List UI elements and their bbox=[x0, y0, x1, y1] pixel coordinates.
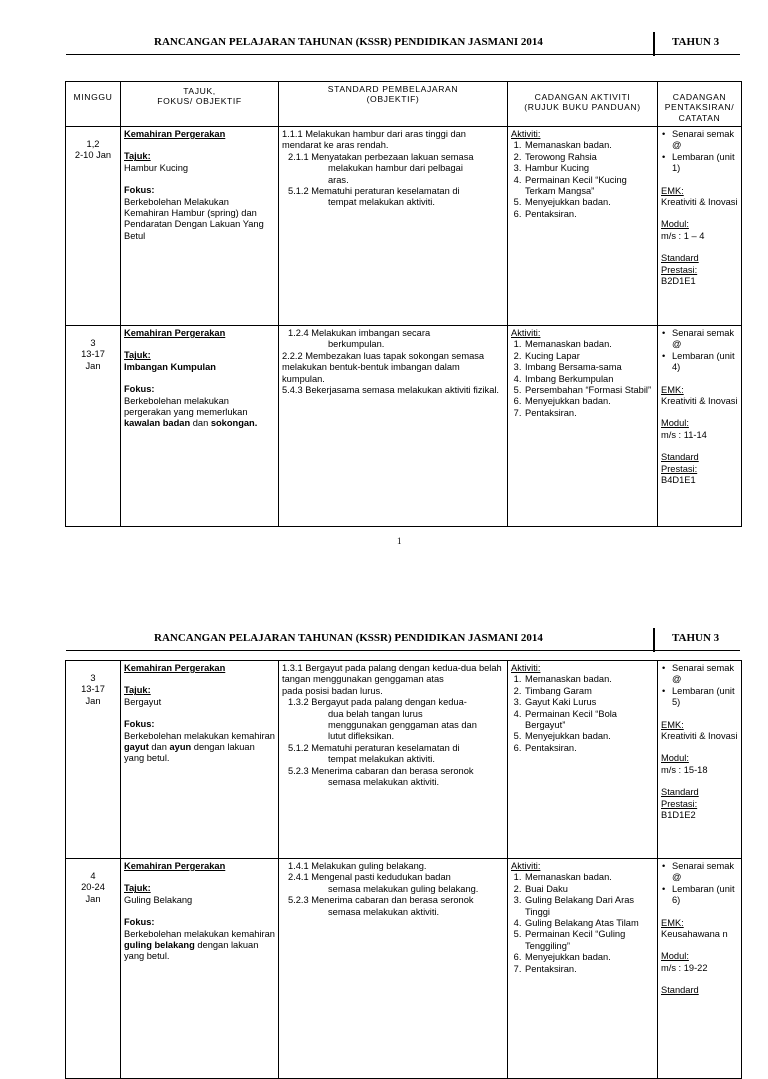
tajuk-value: Hambur Kucing bbox=[124, 162, 189, 173]
fokus-value bbox=[124, 929, 275, 963]
fokus-emphasis: ayun bbox=[169, 742, 192, 753]
week-month: Jan bbox=[85, 360, 101, 371]
list-item: 2. Terowong Rahsia bbox=[524, 152, 654, 163]
modul-value: m/s : 19-22 bbox=[661, 962, 708, 973]
fokus-value: Berkebolehan Melakukan Kemahiran Hambur (spring) dan Pendaratan Dengan Lakuan Yang Betul bbox=[124, 196, 264, 241]
skill-heading: Kemahiran Pergerakan bbox=[124, 861, 226, 871]
std-line: menggunakan genggaman atas dan bbox=[328, 720, 477, 731]
std-line: aras. bbox=[328, 174, 349, 185]
tajuk-cell bbox=[121, 326, 279, 527]
col-standard-line1: STANDARD PEMBELAJARAN bbox=[327, 84, 459, 94]
standard-prestasi-label: Prestasi: bbox=[661, 798, 698, 809]
col-standard-line2: (OBJEKTIF) bbox=[366, 94, 420, 105]
week-month: Jan bbox=[85, 893, 101, 904]
col-catatan bbox=[658, 82, 742, 127]
tajuk-label: Tajuk: bbox=[124, 883, 151, 894]
table-row bbox=[66, 859, 742, 1079]
emk-value: Kreativiti & Inovasi bbox=[661, 731, 738, 742]
week-cell bbox=[66, 127, 121, 326]
std-line: 2.1.1 Menyatakan perbezaan lakuan semasa bbox=[288, 151, 474, 162]
std-line: 2.4.1 Mengenal pasti kedudukan badan bbox=[288, 872, 451, 883]
standard-prestasi-label: Standard bbox=[661, 452, 699, 463]
col-standard bbox=[279, 82, 508, 127]
emk-label: EMK: bbox=[661, 719, 684, 730]
fokus-text: Berkebolehan melakukan pergerakan yang memerlukan bbox=[124, 395, 248, 418]
list-item: 4. Permainan Kecil “Kucing Terkam Mangsa” bbox=[524, 175, 654, 198]
aktiviti-label: Aktiviti: bbox=[511, 328, 541, 338]
table-row bbox=[66, 326, 742, 527]
table-row bbox=[66, 127, 742, 326]
standard-prestasi-value: B4D1E1 bbox=[661, 475, 696, 486]
week-number: 1,2 bbox=[86, 139, 100, 149]
fokus-label: Fokus: bbox=[124, 719, 155, 730]
page-header bbox=[66, 30, 740, 55]
list-item: 5. Persembahan “Formasi Stabil” bbox=[524, 385, 654, 396]
std-line: 1.3.2 Bergayut pada palang dengan kedua- bbox=[288, 697, 467, 708]
fokus-label: Fokus: bbox=[124, 384, 155, 395]
std-line: melakukan hambur dari pelbagai bbox=[328, 163, 463, 174]
emk-label: EMK: bbox=[661, 384, 684, 395]
standard-prestasi-label: Standard bbox=[661, 985, 699, 996]
fokus-value bbox=[124, 396, 275, 430]
fokus-text: dan bbox=[148, 742, 170, 753]
modul-value: m/s : 1 – 4 bbox=[661, 230, 705, 241]
std-line: berkumpulan. bbox=[328, 339, 385, 350]
table-header-row bbox=[66, 82, 742, 127]
aktiviti-list bbox=[511, 872, 654, 975]
col-tajuk-line1: TAJUK, bbox=[183, 86, 216, 96]
week-date: 13-17 bbox=[81, 349, 105, 360]
emk-value: Keusahawana n bbox=[661, 929, 728, 940]
emk-value: Kreativiti & Inovasi bbox=[661, 396, 738, 407]
catatan-cell bbox=[658, 859, 742, 1079]
std-line: 5.2.3 Menerima cabaran dan berasa seronok bbox=[288, 765, 474, 776]
catatan-cell bbox=[658, 326, 742, 527]
standard-prestasi-value: B1D1E2 bbox=[661, 810, 696, 821]
skill-heading: Kemahiran Pergerakan bbox=[124, 328, 226, 338]
list-item: 1. Memanaskan badan. bbox=[524, 872, 654, 883]
skill-heading: Kemahiran Pergerakan bbox=[124, 663, 226, 673]
fokus-text: dengan lakuan yang betul. bbox=[124, 742, 255, 764]
list-item: 5. Menyejukkan badan. bbox=[524, 197, 654, 208]
list-item: 7. Pentaksiran. bbox=[524, 964, 654, 975]
std-line: dua belah tangan lurus bbox=[328, 708, 423, 719]
catatan-list bbox=[661, 328, 738, 374]
col-catatan-line1: CADANGAN bbox=[672, 92, 727, 102]
std-line: tempat melakukan aktiviti. bbox=[328, 754, 435, 765]
week-cell bbox=[66, 326, 121, 527]
standard-prestasi-label: Standard bbox=[661, 253, 699, 264]
aktiviti-list bbox=[511, 339, 654, 419]
std-line: 5.1.2 Mematuhi peraturan keselamatan di bbox=[288, 742, 460, 753]
col-aktiviti-line2: (RUJUK BUKU PANDUAN) bbox=[524, 102, 641, 113]
col-catatan-line2: PENTAKSIRAN/ bbox=[664, 102, 735, 113]
list-item: 2. Buai Daku bbox=[524, 884, 654, 895]
emk-value: Kreativiti & Inovasi bbox=[661, 197, 738, 208]
std-line: 2.2.2 Membezakan luas tapak sokongan semasa melakukan bentuk-bentuk imbangan dalam kumpulan. bbox=[282, 350, 485, 384]
week-date: 2-10 Jan bbox=[74, 150, 112, 161]
std-line: 1.1.1 Melakukan hambur dari aras tinggi dan mendarat ke aras rendah. bbox=[282, 129, 466, 151]
aktiviti-cell bbox=[508, 661, 658, 859]
fokus-text: Berkebolehan melakukan kemahiran bbox=[124, 928, 275, 939]
list-item: • Senarai semak @ bbox=[672, 663, 738, 686]
fokus-text: dengan lakuan yang betul. bbox=[124, 940, 259, 962]
list-item: 3. Hambur Kucing bbox=[524, 163, 654, 174]
catatan-cell bbox=[658, 127, 742, 326]
list-item: 1. Memanaskan badan. bbox=[524, 140, 654, 151]
aktiviti-list bbox=[511, 140, 654, 220]
list-item: • Lembaran (unit 6) bbox=[672, 884, 738, 907]
list-item: 6. Pentaksiran. bbox=[524, 743, 654, 754]
list-item: • Senarai semak @ bbox=[672, 129, 738, 152]
std-line: 5.4.3 Bekerjasama semasa melakukan aktiviti fizikal. bbox=[282, 385, 500, 396]
fokus-label: Fokus: bbox=[124, 917, 155, 928]
col-tajuk bbox=[121, 82, 279, 127]
aktiviti-cell bbox=[508, 859, 658, 1079]
list-item: 2. Timbang Garam bbox=[524, 686, 654, 697]
skill-heading: Kemahiran Pergerakan bbox=[124, 129, 226, 139]
catatan-cell bbox=[658, 661, 742, 859]
modul-value: m/s : 15-18 bbox=[661, 764, 708, 775]
list-item: 6. Pentaksiran. bbox=[524, 209, 654, 220]
list-item: 4. Guling Belakang Atas Tilam bbox=[524, 918, 654, 929]
standard-cell bbox=[279, 127, 508, 326]
std-line: 1.3.1 Bergayut pada palang dengan kedua-dua belah tangan menggunakan genggaman atas bbox=[282, 663, 502, 685]
page-header bbox=[66, 626, 740, 651]
header-separator bbox=[653, 32, 655, 56]
week-month: Jan bbox=[85, 695, 101, 706]
standard-cell bbox=[279, 859, 508, 1079]
std-line: pada posisi badan lurus. bbox=[282, 685, 383, 696]
header-title: RANCANGAN PELAJARAN TAHUNAN (KSSR) PENDIDIKAN JASMANI 2014 bbox=[154, 632, 543, 644]
standard-cell bbox=[279, 661, 508, 859]
col-tajuk-line2: FOKUS/ OBJEKTIF bbox=[157, 96, 242, 107]
week-cell bbox=[66, 661, 121, 859]
standard-prestasi-label: Prestasi: bbox=[661, 463, 698, 474]
list-item: • Senarai semak @ bbox=[672, 861, 738, 884]
emk-label: EMK: bbox=[661, 185, 684, 196]
list-item: 7. Pentaksiran. bbox=[524, 408, 654, 419]
tajuk-value: Guling Belakang bbox=[124, 894, 193, 905]
list-item: • Senarai semak @ bbox=[672, 328, 738, 351]
week-number: 4 bbox=[90, 871, 96, 881]
header-year: TAHUN 3 bbox=[672, 632, 720, 644]
fokus-label: Fokus: bbox=[124, 185, 155, 196]
std-line: semasa melakukan guling belakang. bbox=[328, 883, 479, 894]
list-item: 3. Gayut Kaki Lurus bbox=[524, 697, 654, 708]
col-aktiviti-line1: CADANGAN AKTIVITI bbox=[534, 92, 631, 102]
list-item: • Lembaran (unit 4) bbox=[672, 351, 738, 374]
tajuk-cell bbox=[121, 859, 279, 1079]
list-item: 1. Memanaskan badan. bbox=[524, 674, 654, 685]
modul-value: m/s : 11-14 bbox=[661, 429, 707, 440]
standard-prestasi-label: Standard bbox=[661, 787, 699, 798]
fokus-emphasis: gayut bbox=[124, 742, 149, 753]
fokus-value bbox=[124, 731, 275, 765]
list-item: 3. Guling Belakang Dari Aras Tinggi bbox=[524, 895, 654, 918]
modul-label: Modul: bbox=[661, 418, 689, 429]
list-item: 6. Menyejukkan badan. bbox=[524, 952, 654, 963]
emk-label: EMK: bbox=[661, 917, 684, 928]
tajuk-label: Tajuk: bbox=[124, 685, 151, 696]
col-catatan-line3: CATATAN bbox=[678, 112, 721, 123]
list-item: 1. Memanaskan badan. bbox=[524, 339, 654, 350]
tajuk-value: Imbangan Kumpulan bbox=[124, 361, 216, 372]
std-line: 1.4.1 Melakukan guling belakang. bbox=[288, 861, 427, 871]
fokus-text: Berkebolehan melakukan kemahiran bbox=[124, 730, 275, 741]
week-date: 13-17 bbox=[81, 684, 105, 695]
plan-table bbox=[65, 81, 742, 527]
modul-label: Modul: bbox=[661, 753, 689, 764]
col-minggu-label: MINGGU bbox=[73, 92, 113, 102]
catatan-list bbox=[661, 663, 738, 709]
plan-table bbox=[65, 660, 742, 1079]
standard-cell bbox=[279, 326, 508, 527]
header-separator bbox=[653, 628, 655, 652]
aktiviti-cell bbox=[508, 127, 658, 326]
fokus-text: dan bbox=[190, 418, 211, 429]
aktiviti-label: Aktiviti: bbox=[511, 861, 541, 871]
week-number: 3 bbox=[90, 673, 96, 683]
list-item: 4. Permainan Kecil “Bola Bergayut” bbox=[524, 709, 654, 732]
header-title: RANCANGAN PELAJARAN TAHUNAN (KSSR) PENDIDIKAN JASMANI 2014 bbox=[154, 36, 543, 48]
col-minggu bbox=[66, 82, 121, 127]
list-item: • Lembaran (unit 1) bbox=[672, 152, 738, 175]
modul-label: Modul: bbox=[661, 219, 689, 230]
list-item: 3. Imbang Bersama-sama bbox=[524, 362, 654, 373]
list-item: 5. Permainan Kecil “Guling Tenggiling” bbox=[524, 929, 654, 952]
aktiviti-cell bbox=[508, 326, 658, 527]
standard-prestasi-value: B2D1E1 bbox=[661, 276, 696, 287]
catatan-list bbox=[661, 861, 738, 907]
week-date: 20-24 bbox=[81, 882, 105, 893]
std-line: semasa melakukan aktiviti. bbox=[328, 777, 440, 788]
tajuk-cell bbox=[121, 661, 279, 859]
std-line: 1.2.4 Melakukan imbangan secara bbox=[288, 328, 431, 338]
list-item: 6. Menyejukkan badan. bbox=[524, 396, 654, 407]
std-line: 5.2.3 Menerima cabaran dan berasa seronok bbox=[288, 895, 474, 906]
col-aktiviti bbox=[508, 82, 658, 127]
tajuk-label: Tajuk: bbox=[124, 350, 151, 361]
table-row bbox=[66, 661, 742, 859]
list-item: • Lembaran (unit 5) bbox=[672, 686, 738, 709]
std-line: tempat melakukan aktiviti. bbox=[328, 197, 435, 208]
tajuk-value: Bergayut bbox=[124, 696, 162, 707]
aktiviti-label: Aktiviti: bbox=[511, 129, 541, 139]
tajuk-cell bbox=[121, 127, 279, 326]
tajuk-label: Tajuk: bbox=[124, 151, 151, 162]
week-number: 3 bbox=[90, 338, 96, 348]
fokus-emphasis: guling belakang bbox=[124, 940, 195, 951]
fokus-emphasis: kawalan badan bbox=[124, 418, 191, 429]
week-cell bbox=[66, 859, 121, 1079]
standard-prestasi-label: Prestasi: bbox=[661, 264, 698, 275]
header-year: TAHUN 3 bbox=[672, 36, 720, 48]
page-number: 1 bbox=[397, 536, 402, 546]
modul-label: Modul: bbox=[661, 951, 689, 962]
aktiviti-label: Aktiviti: bbox=[511, 663, 541, 673]
list-item: 4. Imbang Berkumpulan bbox=[524, 374, 654, 385]
aktiviti-list bbox=[511, 674, 654, 754]
std-line: semasa melakukan aktiviti. bbox=[328, 906, 440, 917]
fokus-emphasis: sokongan. bbox=[210, 418, 258, 429]
std-line: lutut difleksikan. bbox=[328, 731, 395, 742]
std-line: 5.1.2 Mematuhi peraturan keselamatan di bbox=[288, 186, 460, 197]
catatan-list bbox=[661, 129, 738, 175]
list-item: 5. Menyejukkan badan. bbox=[524, 731, 654, 742]
list-item: 2. Kucing Lapar bbox=[524, 351, 654, 362]
